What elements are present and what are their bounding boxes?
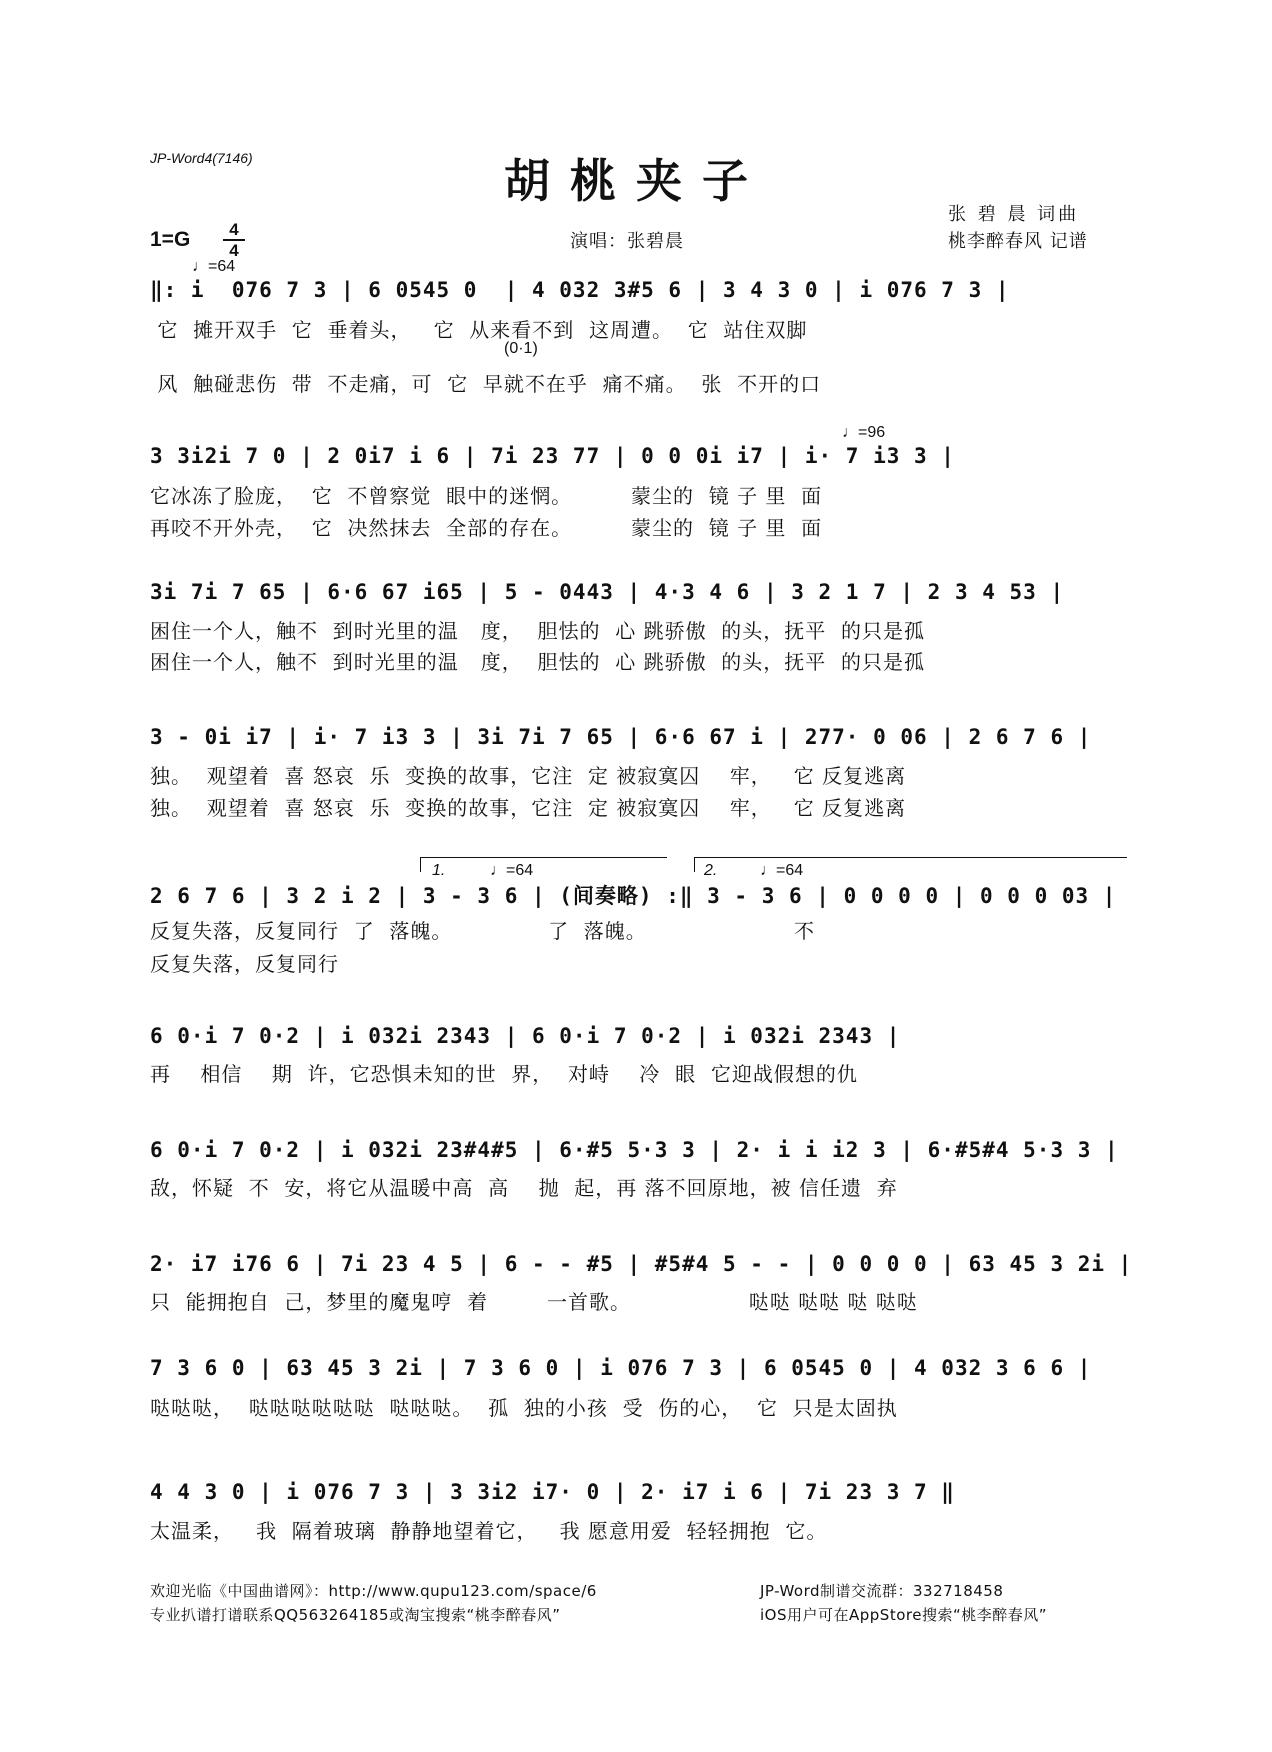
lyric-line: 独。 观望着 喜 怒哀 乐 变换的故事，它注 定 被寂寞囚 牢， 它 反复逃离 (150, 796, 907, 820)
lyric-line: 它冰冻了脸庞， 它 不曾察觉 眼中的迷惘。 蒙尘的 镜 子 里 面 (150, 484, 823, 508)
interlude-pickup: (0·1) (504, 340, 538, 357)
volta-bracket (694, 857, 1127, 872)
lyric-line: 再咬不开外壳， 它 决然抹去 全部的存在。 蒙尘的 镜 子 里 面 (150, 516, 823, 540)
footer-group: JP-Word制谱交流群：332718458 (760, 1582, 1004, 1600)
lyric-line: 它 摊开双手 它 垂着头， 它 从来看不到 这周遭。 它 站住双脚 (150, 318, 808, 342)
lyric-line: 困住一个人，触不 到时光里的温 度， 胆怯的 心 跳骄傲 的头，抚平 的只是孤 (150, 619, 926, 643)
lyric-line: 再 相信 期 许，它恐惧未知的世 界， 对峙 冷 眼 它迎战假想的仇 (150, 1062, 858, 1086)
volta-label: 1. (432, 862, 446, 879)
notation-row: 6 0·i 7 0·2 | i 032i 23#4#5 | 6·#5 5·3 3 | 2· i i i2 3 | 6·#5#4 5·3 3 | (150, 1138, 1119, 1162)
notation-row: 3i 7i 7 65 | 6·6 67 i65 | 5 - 0443 | 4·3 4 6 | 3 2 1 7 | 2 3 4 53 | (150, 580, 1065, 604)
notation-row: 4 4 3 0 | i 076 7 3 | 3 3i2 i7· 0 | 2· i7 i 6 | 7i 23 3 7 ‖ (150, 1480, 955, 1504)
lyric-line: 只 能拥抱自 己，梦里的魔鬼哼 着 一首歌。 哒哒 哒哒 哒 哒哒 (150, 1290, 918, 1314)
lyric-line: 反复失落，反复同行 (150, 952, 339, 976)
notation-row: 3 - 0i i7 | i· 7 i3 3 | 3i 7i 7 65 | 6·6 67 i | 277· 0 06 | 2 6 7 6 | (150, 725, 1092, 749)
notation-row: 6 0·i 7 0·2 | i 032i 2343 | 6 0·i 7 0·2 | i 032i 2343 | (150, 1024, 901, 1048)
lyric-line: 困住一个人，触不 到时光里的温 度， 胆怯的 心 跳骄傲 的头，抚平 的只是孤 (150, 650, 926, 674)
time-signature (223, 221, 245, 259)
footer-website: 欢迎光临《中国曲谱网》：http://www.qupu123.com/space/6 (150, 1582, 597, 1600)
tempo-mark: ♩=64 (760, 862, 804, 879)
lyric-line: 太温柔， 我 隔着玻璃 静静地望着它， 我 愿意用爱 轻轻拥抱 它。 (150, 1519, 828, 1543)
tempo-mark: ♩=64 (490, 862, 534, 879)
footer-ios: iOS用户可在AppStore搜索“桃李醉春风” (760, 1606, 1047, 1624)
tempo-mark: ♩=96 (842, 424, 886, 441)
lyric-line: 风 触碰悲伤 带 不走痛，可 它 早就不在乎 痛不痛。 张 不开的口 (150, 372, 822, 396)
transcriber-credit: 桃李醉春风 记谱 (948, 231, 1088, 252)
lyric-line: 独。 观望着 喜 怒哀 乐 变换的故事，它注 定 被寂寞囚 牢， 它 反复逃离 (150, 764, 907, 788)
notation-row: 2 6 7 6 | 3 2 i 2 | 3 - 3 6 | (间奏略) :‖ 3 - 3 6 | 0 0 0 0 | 0 0 0 03 | (150, 884, 1117, 908)
lyric-line: 反复失落，反复同行 了 落魄。 了 落魄。 不 (150, 919, 815, 943)
lyric-line: 敌，怀疑 不 安，将它从温暖中高 高 抛 起，再 落不回原地，被 信任遗 弃 (150, 1176, 898, 1200)
time-top: 4 (229, 220, 239, 239)
lyric-line: 哒哒哒， 哒哒哒哒哒哒 哒哒哒。 孤 独的小孩 受 伤的心， 它 只是太固执 (150, 1396, 898, 1420)
notation-row: 3 3i2i 7 0 | 2 0i7 i 6 | 7i 23 77 | 0 0 0i i7 | i· 7 i3 3 | (150, 444, 955, 468)
footer-contact: 专业扒谱打谱联系QQ563264185或淘宝搜索“桃李醉春风” (150, 1606, 561, 1624)
song-title: 胡桃夹子 (504, 154, 768, 208)
notation-row: ‖: i 076 7 3 | 6 0545 0 | 4 032 3#5 6 | 3 4 3 0 | i 076 7 3 | (150, 278, 1010, 302)
app-tag: JP-Word4(7146) (150, 150, 253, 166)
singer: 演唱：张碧晨 (570, 231, 684, 252)
volta-label: 2. (704, 862, 718, 879)
composer-credit: 张 碧 晨 词曲 (948, 204, 1080, 225)
notation-row: 7 3 6 0 | 63 45 3 2i | 7 3 6 0 | i 076 7 3 | 6 0545 0 | 4 032 3 6 6 | (150, 1356, 1092, 1380)
time-bottom: 4 (229, 241, 239, 260)
tempo-mark: ♩=64 (192, 258, 236, 275)
key-signature: 1=G (150, 228, 191, 251)
notation-row: 2· i7 i76 6 | 7i 23 4 5 | 6 - - #5 | #5#4 5 - - | 0 0 0 0 | 63 45 3 2i | (150, 1252, 1133, 1276)
volta-bracket (420, 857, 667, 872)
